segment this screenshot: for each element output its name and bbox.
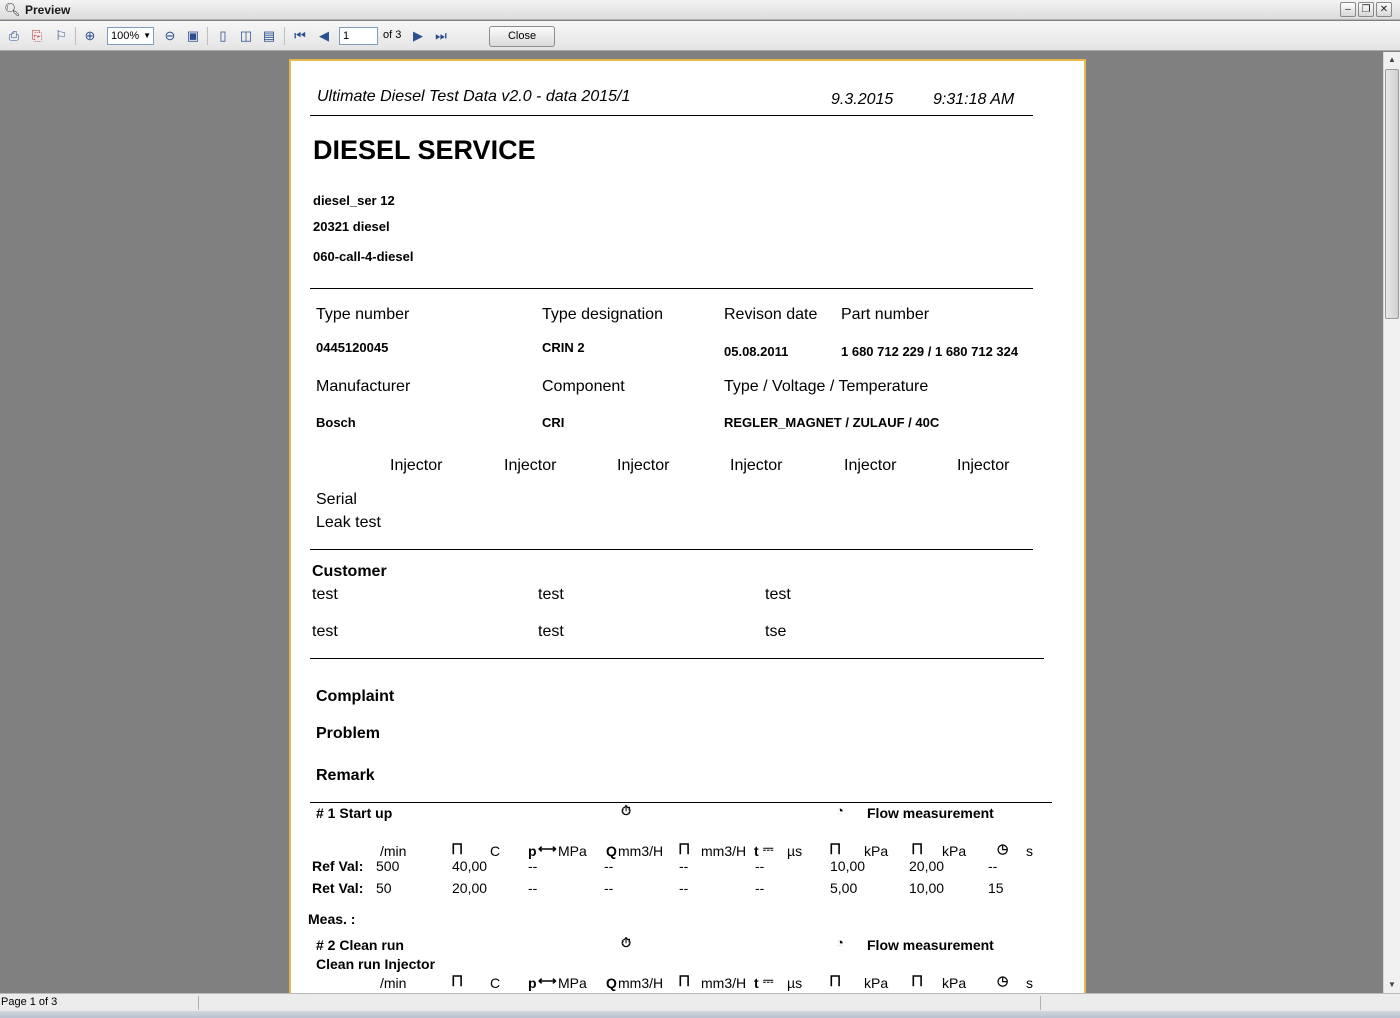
customer-field: test <box>538 586 564 603</box>
first-page-icon[interactable]: ⏮︎ <box>294 28 306 43</box>
type-number-value: 0445120045 <box>316 340 389 355</box>
page-count-label: of 3 <box>383 29 402 41</box>
type-designation-label: Type designation <box>542 306 663 323</box>
zoom-value: 100% <box>111 30 140 42</box>
quantity-prefix: Q <box>606 975 617 991</box>
temperature-icon: ⨅ <box>452 973 463 988</box>
customer-title: Customer <box>312 563 387 580</box>
print-icon[interactable]: ⎙ <box>8 28 20 43</box>
unit-delivery-1: mm3/H <box>618 843 664 859</box>
divider <box>310 288 1033 289</box>
pulse-icon: ⎓ <box>763 841 774 856</box>
type-voltage-label: Type / Voltage / Temperature <box>724 378 929 395</box>
unit-rpm: /min <box>380 975 407 991</box>
unit-kpa-1: kPa <box>864 975 889 991</box>
ret-val-label: Ret Val: <box>312 880 364 896</box>
injector-col-3: Injector <box>617 457 670 474</box>
preview-app-icon: 🔍︎ <box>4 2 21 17</box>
last-page-icon[interactable]: ⏭︎ <box>435 28 447 43</box>
unit-kpa-1: kPa <box>864 843 889 859</box>
scrollbar-thumb[interactable] <box>1385 69 1399 319</box>
close-button[interactable]: Close <box>489 26 555 47</box>
sub-line-2: 20321 diesel <box>313 219 390 234</box>
type-voltage-value: REGLER_MAGNET / ZULAUF / 40C <box>724 415 940 430</box>
unit-delivery-2: mm3/H <box>701 843 747 859</box>
part-number-label: Part number <box>841 306 930 323</box>
time-prefix: t <box>754 843 759 859</box>
pressure-prefix: p <box>528 975 537 991</box>
step-2-subtitle: Clean run Injector <box>316 956 436 972</box>
temperature-icon: ⨅ <box>452 841 463 856</box>
report-title: DIESEL SERVICE <box>313 135 536 165</box>
pressure-sensor-icon: ⨅ <box>830 973 841 988</box>
unit-delivery-2: mm3/H <box>701 975 747 991</box>
unit-temperature: C <box>490 843 501 859</box>
unit-delivery-1: mm3/H <box>618 975 664 991</box>
pressure-icon: ⟷ <box>538 973 557 988</box>
injector-col-2: Injector <box>504 457 557 474</box>
single-page-icon[interactable]: ▯ <box>219 28 227 43</box>
timer-icon: ◷ <box>997 841 1009 856</box>
unit-pressure: MPa <box>558 843 587 859</box>
status-separator <box>1040 996 1041 1010</box>
return-flow-icon: ⨅ <box>679 841 690 856</box>
customer-field: tse <box>765 623 787 640</box>
report-page <box>289 59 1086 999</box>
zoom-select[interactable] <box>107 27 154 45</box>
component-value: CRI <box>542 415 565 430</box>
zoom-in-icon[interactable]: ⊕ <box>84 28 96 43</box>
next-page-icon[interactable]: ▶︎ <box>413 28 423 43</box>
status-bar <box>0 993 1400 1011</box>
type-designation-value: CRIN 2 <box>542 340 585 355</box>
fit-page-icon[interactable]: ▣ <box>186 28 200 43</box>
serial-label: Serial <box>316 491 357 508</box>
pressure-icon: ⟷ <box>538 841 557 856</box>
unit-seconds: s <box>1026 843 1033 859</box>
ref-value: -- <box>528 858 538 874</box>
unit-temperature: C <box>490 975 501 991</box>
flow-measurement-label: Flow measurement <box>867 937 994 953</box>
page-status-text: Page 1 of 3 <box>1 996 58 1008</box>
toolbar-separator <box>75 27 76 45</box>
toolbar-separator <box>284 27 285 45</box>
timer-icon: ◷ <box>997 973 1009 988</box>
injector-col-6: Injector <box>957 457 1010 474</box>
ret-value: -- <box>679 880 689 896</box>
flow-measurement-label: Flow measurement <box>867 805 994 821</box>
meas-label: Meas. : <box>308 911 356 927</box>
ref-val-label: Ref Val: <box>312 858 364 874</box>
header-date: 9.3.2015 <box>831 91 894 108</box>
step-1-title: # 1 Start up <box>316 805 393 821</box>
pulse-icon: ⎓ <box>763 973 774 988</box>
part-number-value: 1 680 712 229 / 1 680 712 324 <box>841 344 1019 359</box>
ref-value: 20,00 <box>909 858 945 874</box>
sub-line-3: 060-call-4-diesel <box>313 249 414 264</box>
unit-kpa-2: kPa <box>942 975 967 991</box>
status-separator <box>198 996 199 1010</box>
customer-field: test <box>312 586 338 603</box>
unit-kpa-2: kPa <box>942 843 967 859</box>
ref-value: -- <box>755 858 765 874</box>
customer-field: test <box>312 623 338 640</box>
vertical-scrollbar[interactable] <box>1383 52 1400 993</box>
window-titlebar <box>0 0 1400 20</box>
ret-value: -- <box>755 880 765 896</box>
two-pages-icon[interactable]: ◫ <box>239 28 253 43</box>
ref-value: -- <box>988 858 998 874</box>
return-pressure-icon: ⨅ <box>912 973 923 988</box>
manufacturer-label: Manufacturer <box>316 378 411 395</box>
return-flow-icon: ⨅ <box>679 973 690 988</box>
flow-gauge-icon: ◔ <box>836 935 844 950</box>
revision-date-label: Revison date <box>724 306 818 323</box>
close-window-button[interactable]: ✕ <box>1376 2 1392 17</box>
ref-value: 40,00 <box>452 858 488 874</box>
pressure-prefix: p <box>528 843 537 859</box>
unit-microseconds: µs <box>787 975 803 991</box>
restore-button[interactable]: ❐ <box>1358 2 1374 17</box>
stopwatch-icon: ⏱︎ <box>621 935 632 950</box>
toolbar-separator <box>207 27 208 45</box>
ret-value: 10,00 <box>909 880 945 896</box>
pressure-sensor-icon: ⨅ <box>830 841 841 856</box>
injector-col-5: Injector <box>844 457 897 474</box>
scroll-down-icon[interactable]: ▼ <box>1388 980 1396 989</box>
return-pressure-icon: ⨅ <box>912 841 923 856</box>
quantity-prefix: Q <box>606 843 617 859</box>
page-setup-icon[interactable]: ▤ <box>262 28 276 43</box>
ret-value: 15 <box>988 880 1004 896</box>
pdf-export-icon[interactable]: ⎘ <box>31 28 43 43</box>
customer-field: test <box>538 623 564 640</box>
remark-label: Remark <box>316 767 375 784</box>
injector-col-4: Injector <box>730 457 783 474</box>
revision-date-value: 05.08.2011 <box>724 344 789 359</box>
flow-gauge-icon: ◔ <box>836 803 844 818</box>
divider <box>310 658 1044 659</box>
ret-value: 20,00 <box>452 880 488 896</box>
page-number-input[interactable] <box>339 27 378 45</box>
find-icon[interactable]: ⚐ <box>55 28 67 43</box>
unit-rpm: /min <box>380 843 407 859</box>
step-2-title: # 2 Clean run <box>316 937 404 953</box>
unit-seconds: s <box>1026 975 1033 991</box>
ref-value: 10,00 <box>830 858 866 874</box>
ret-value: -- <box>604 880 614 896</box>
time-prefix: t <box>754 975 759 991</box>
stopwatch-icon: ⏱︎ <box>621 803 632 818</box>
chevron-down-icon: ▼ <box>143 31 151 40</box>
divider <box>310 802 1052 803</box>
previous-page-icon[interactable]: ◀︎ <box>319 28 329 43</box>
divider <box>310 549 1033 550</box>
manufacturer-value: Bosch <box>316 415 356 430</box>
preview-toolbar <box>0 21 1400 51</box>
scroll-up-icon[interactable]: ▲ <box>1388 55 1396 64</box>
type-number-label: Type number <box>316 306 410 323</box>
ret-value: 50 <box>376 880 392 896</box>
header-title: Ultimate Diesel Test Data v2.0 - data 2015/1 <box>317 88 631 105</box>
os-taskbar <box>0 1011 1400 1018</box>
minimize-button[interactable]: – <box>1340 2 1356 17</box>
header-time: 9:31:18 AM <box>933 91 1015 108</box>
ref-value: -- <box>604 858 614 874</box>
component-label: Component <box>542 378 625 395</box>
leak-test-label: Leak test <box>316 514 381 531</box>
ret-value: 5,00 <box>830 880 858 896</box>
ref-value: -- <box>679 858 689 874</box>
zoom-out-icon[interactable]: ⊖ <box>164 28 176 43</box>
injector-col-1: Injector <box>390 457 443 474</box>
unit-pressure: MPa <box>558 975 587 991</box>
divider <box>310 115 1033 116</box>
customer-field: test <box>765 586 791 603</box>
problem-label: Problem <box>316 725 381 742</box>
window-title: Preview <box>25 3 71 17</box>
unit-microseconds: µs <box>787 843 803 859</box>
complaint-label: Complaint <box>316 688 395 705</box>
sub-line-1: diesel_ser 12 <box>313 193 395 208</box>
ref-value: 500 <box>376 858 400 874</box>
ret-value: -- <box>528 880 538 896</box>
